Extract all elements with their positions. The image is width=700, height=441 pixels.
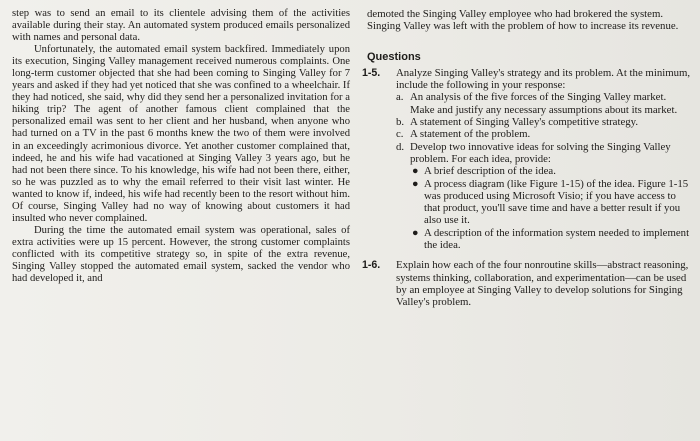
sub-text: An analysis of the five forces of the Singing Valley market. Make and justify any necessary assumptions about its market. (410, 91, 678, 116)
sub-text: A statement of the problem. (410, 128, 531, 141)
sub-text: Develop two innovative ideas for solving the Singing Valley problem. For each idea, provide: (410, 140, 671, 165)
paragraph-2: Unfortunately, the automated email system backfired. Immediately upon its execution, Singing Valley management received numerous complaints. One long-term customer objected that she had been coming to Singing Valley for 7 years and asked if they had yet noticed that she was confined to a wheelchair. If they had noticed, she said, why did they send her a personalized invitation for a hiking trip? The agent of another famous client complained that the personalized email was sent to her client and her husband, when anyone who had turned on a TV in the past 6 months knew the two of them were involved in an exceedingly acrimonious divorce. Yet another customer complained that, indeed, he and his wife had vacationed at Singing Valley 3 years ago, but he had not been there since. To his knowledge, his wife had not been there, either, so he was puzzled as to why the email referred to their visit last winter. He wanted to know if, indeed, his wife had recently been to the resort without him. Of course, Singing Valley had no way of knowing about customers it had insulted who never complained. (12, 44, 350, 224)
left-column (12, 8, 350, 285)
question-text: Analyze Singing Valley's strategy and its problem. At the minimum, include the following in your response: (396, 66, 691, 92)
bullet-item (410, 165, 692, 177)
sub-letter: b. (396, 116, 405, 129)
sub-item-a (396, 91, 692, 116)
bullet-item (410, 227, 692, 252)
sub-letter: a. (396, 91, 404, 104)
sub-item-c (396, 128, 692, 140)
right-column (359, 8, 692, 309)
question-number: 1-5. (362, 66, 381, 79)
bullet-icon: ● (412, 177, 419, 190)
bullet-item (410, 178, 692, 227)
sub-letter: c. (396, 128, 404, 141)
bullet-icon: ● (412, 226, 419, 239)
bullet-text: A process diagram (like Figure 1-15) of the idea. Figure 1-15 was produced using Microsoft Visio; if you have access to that product, you'll save time and have a better result if you also use it. (424, 177, 689, 227)
question-1-6 (359, 259, 692, 308)
question-1-5 (359, 67, 692, 251)
sub-letter: d. (396, 140, 405, 153)
questions-heading: Questions (367, 50, 421, 63)
sub-item-d (396, 141, 692, 252)
question-number: 1-6. (362, 259, 381, 272)
bullet-icon: ● (412, 165, 419, 178)
sub-text: A statement of Singing Valley's competitive strategy. (410, 116, 639, 129)
spacer (359, 251, 692, 259)
intro-text: demoted the Singing Valley employee who had brokered the system. Singing Valley was left with the problem of how to increase its revenue. (367, 8, 679, 33)
sub-item-b (396, 116, 692, 128)
question-text: Explain how each of the four nonroutine skills—abstract reasoning, systems thinking, collaboration, and experimentation—can be used by an employee at Singing Valley to develop solutions for Singing Valley's problem. (396, 259, 689, 309)
bullet-text: A description of the information system needed to implement the idea. (424, 226, 690, 252)
paragraph-1: step was to send an email to its clientele advising them of the activities available during their stay. An automated system produced emails personalized with names and personal data. (12, 8, 350, 44)
bullet-text: A brief description of the idea. (424, 165, 556, 178)
paragraph-3: During the time the automated email system was operational, sales of extra activities were up 15 percent. However, the strong customer complaints conflicted with its competitive strategy so, in spite of the extra revenue, Singing Valley stopped the automated email system, sacked the vendor who had developed it, and (12, 224, 350, 285)
